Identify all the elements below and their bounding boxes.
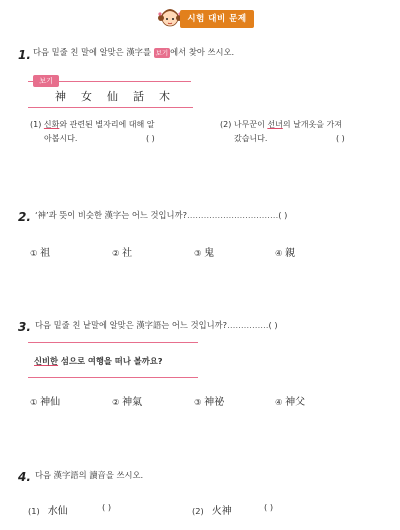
option[interactable] — [112, 244, 132, 259]
question-4-prompt — [35, 469, 143, 481]
question-2 — [18, 206, 31, 225]
question-4 — [18, 466, 31, 485]
option-marker: ④ — [275, 397, 283, 407]
option[interactable] — [275, 244, 295, 259]
option-hanja: 鬼 — [204, 248, 215, 259]
option-marker: ① — [30, 248, 38, 258]
sentence-border — [28, 342, 198, 343]
option[interactable] — [30, 393, 60, 408]
bogi-char: 神 — [55, 90, 66, 103]
prompt-hanja: 讀音 — [89, 470, 106, 480]
option-marker: ② — [112, 248, 120, 258]
option-hanja: 神氣 — [122, 397, 143, 408]
underlined-word: 선녀 — [267, 120, 283, 129]
sub-text: 갔습니다. — [234, 134, 268, 143]
question-number: 1. — [18, 48, 31, 62]
leader-dots: …………………………… — [187, 210, 279, 220]
sub-question-1 — [30, 118, 155, 146]
prompt-text: ‘ — [35, 210, 38, 220]
bogi-inline-badge: 보기 — [155, 49, 169, 57]
prompt-text: 에서 찾아 쓰시오. — [170, 47, 235, 57]
option-hanja: 神祕 — [204, 397, 225, 408]
sentence-border — [28, 377, 198, 378]
prompt-text: 는 어느 것입니까? — [161, 320, 228, 330]
sub-text: 아봅시다. — [44, 134, 78, 143]
prompt-hanja: 漢字語 — [136, 320, 162, 330]
prompt-hanja: 漢字 — [126, 47, 143, 57]
bogi-label: 보기 — [33, 75, 59, 87]
sub-text: 나무꾼이 — [231, 120, 268, 129]
answer-blank[interactable]: ( ) — [102, 502, 112, 512]
question-1 — [18, 44, 31, 63]
option[interactable] — [30, 244, 50, 259]
answer-blank[interactable]: ( ) — [336, 134, 345, 143]
option-hanja: 祖 — [40, 248, 51, 259]
prompt-text: 다음 — [35, 470, 54, 480]
prompt-text: 는 어느 것입니까? — [121, 210, 187, 220]
sub-question-2 — [220, 118, 342, 146]
prompt-text: ’과 뜻이 비슷한 — [45, 210, 105, 220]
section-header — [0, 2, 400, 30]
item-hanja: 水仙 — [47, 506, 68, 517]
option-marker: ① — [30, 397, 38, 407]
answer-blank[interactable]: ( ) — [268, 320, 278, 330]
example-sentence — [34, 355, 163, 367]
bogi-char: 話 — [133, 90, 144, 103]
underlined-word: 신비한 — [34, 356, 59, 366]
question-3 — [18, 316, 31, 335]
leader-dots: …………… — [227, 320, 269, 330]
reading-item — [192, 502, 232, 517]
bogi-chars — [55, 88, 185, 104]
reading-item — [28, 502, 68, 517]
sub-text: 와 관련된 별자리에 대해 알 — [59, 120, 155, 129]
section-title: 시험 대비 문제 — [180, 10, 254, 28]
answer-blank[interactable]: ( ) — [278, 210, 288, 220]
prompt-hanja: 神 — [37, 210, 46, 220]
option-hanja: 社 — [122, 248, 133, 259]
bogi-border — [58, 81, 191, 82]
prompt-hanja: 漢字 — [104, 210, 122, 220]
option-marker: ④ — [275, 248, 283, 258]
option-hanja: 親 — [285, 248, 296, 259]
option[interactable] — [112, 393, 142, 408]
option-hanja: 神仙 — [40, 397, 61, 408]
option[interactable] — [275, 393, 305, 408]
option-marker: ② — [112, 397, 120, 407]
item-marker: (2) — [192, 506, 204, 516]
bogi-char: 女 — [81, 90, 92, 103]
option[interactable] — [194, 244, 214, 259]
question-number: 2. — [18, 210, 31, 224]
option-marker: ③ — [194, 397, 202, 407]
question-number: 4. — [18, 470, 31, 484]
prompt-hanja: 漢字語 — [53, 470, 79, 480]
option-marker: ③ — [194, 248, 202, 258]
prompt-text: 를 — [142, 47, 154, 57]
question-1-prompt — [33, 46, 234, 58]
answer-blank[interactable]: ( ) — [264, 502, 274, 512]
bogi-char: 木 — [159, 90, 170, 103]
bogi-char: 仙 — [107, 90, 118, 103]
question-3-prompt — [35, 319, 278, 331]
sub-text: 의 날개옷을 가져 — [282, 120, 342, 129]
sub-marker: (1) — [30, 120, 42, 129]
question-2-prompt — [35, 209, 287, 221]
bogi-border — [28, 107, 193, 108]
underlined-word: 신화 — [43, 120, 60, 129]
option[interactable] — [194, 393, 224, 408]
answer-blank[interactable]: ( ) — [146, 134, 155, 143]
item-marker: (1) — [28, 506, 40, 516]
option-hanja: 神父 — [285, 397, 306, 408]
prompt-text: 다음 밑줄 친 낱말에 알맞은 — [35, 320, 137, 330]
question-number: 3. — [18, 320, 31, 334]
prompt-text: 의 — [78, 470, 90, 480]
item-hanja: 火神 — [211, 506, 232, 517]
prompt-text: 을 쓰시오. — [105, 470, 144, 480]
sub-marker: (2) — [220, 120, 232, 129]
prompt-text: 다음 밑줄 친 말에 알맞은 — [33, 47, 127, 57]
sentence-text: 섬으로 여행을 떠나 볼까요? — [58, 356, 163, 366]
